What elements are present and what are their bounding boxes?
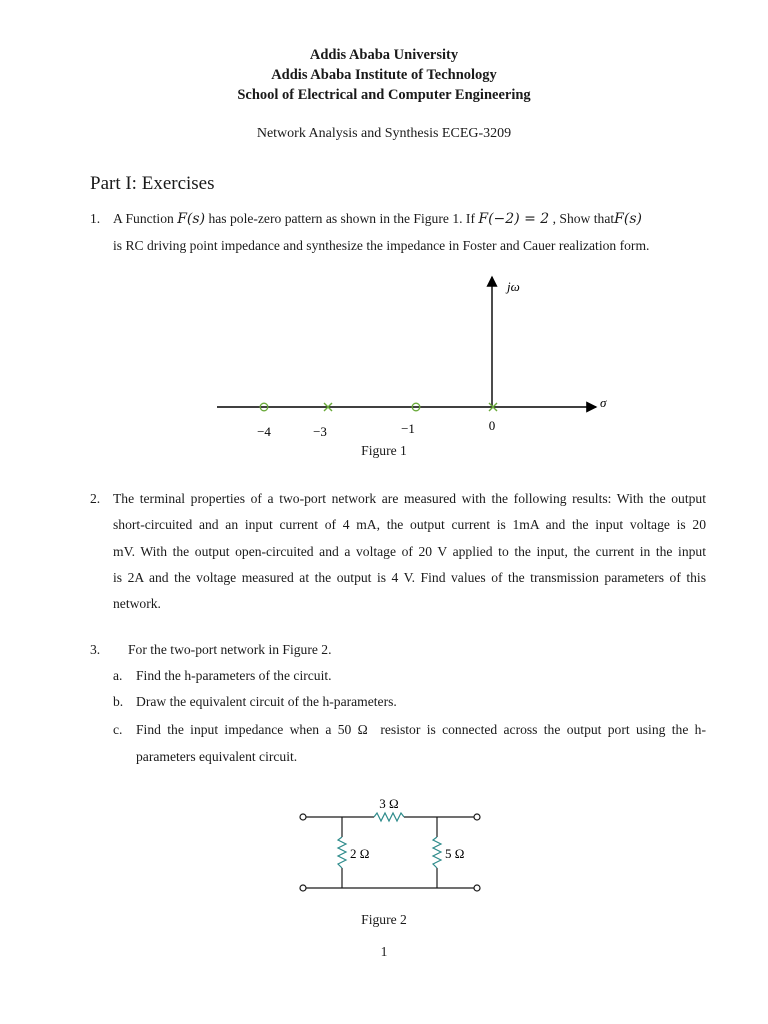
q2-line2: short-circuited and an input current of 4 mA, the output current is 1mA and the input voltage is 20 [113, 517, 706, 532]
label-3ohm: 3 Ω [379, 796, 399, 811]
q3-item-a-text: Find the h-parameters of the circuit. [136, 668, 332, 683]
q3-item-c-text: Find the input impedance when a 50 Ω resistor is connected across the output port using the h- [136, 722, 706, 737]
q3-intro: For the two-port network in Figure 2. [128, 642, 332, 657]
jw-label: jω [507, 279, 520, 294]
q1-fs: F(s) [177, 211, 206, 227]
q3-item-a-label: a. [113, 668, 123, 683]
q2-line3: mV. With the output open-circuited and a voltage of 20 V applied to the input, the current in the input [113, 544, 706, 559]
q1-line1 [113, 211, 642, 227]
two-port-circuit [290, 790, 490, 900]
terminal-1-bottom [300, 885, 306, 891]
q2-line4: is 2A and the voltage measured at the output is 4 V. Find values of the transmission parameters of this [113, 570, 706, 585]
figure1-caption: Figure 1 [361, 443, 407, 458]
q3-number: 3. [90, 642, 101, 657]
terminal-2-top [474, 814, 480, 820]
school-name: School of Electrical and Computer Engineering [237, 87, 531, 103]
page-number: 1 [380, 944, 388, 959]
q2-line1: The terminal properties of a two-port network are measured with the following results: With the output [113, 491, 706, 506]
q1-fs-2: F(s) [614, 211, 642, 227]
q1-line2: is RC driving point impedance and synthesize the impedance in Foster and Cauer realization form. [113, 238, 650, 253]
label-2ohm: 2 Ω [350, 846, 370, 861]
pole-zero-plot [200, 270, 620, 470]
terminal-1-top [300, 814, 306, 820]
tick-label-0: 0 [488, 418, 496, 433]
q3-item-b-label: b. [113, 694, 124, 709]
tick-label-minus1: −1 [401, 421, 415, 436]
q1-text-a: A Function [113, 211, 174, 226]
q3-item-b-text: Draw the equivalent circuit of the h-parameters. [136, 694, 397, 709]
q1-condition: F(−2) = 2 [478, 211, 550, 227]
q1-number: 1. [90, 211, 101, 226]
resistor-3ohm [374, 813, 404, 821]
label-5ohm: 5 Ω [445, 846, 465, 861]
q3-item-c-cont: parameters equivalent circuit. [136, 749, 298, 764]
part-title: Part I: Exercises [90, 173, 215, 194]
q2-number: 2. [90, 491, 101, 506]
figure2-caption: Figure 2 [361, 912, 407, 927]
terminal-2-bottom [474, 885, 480, 891]
q2-line5: network. [113, 596, 161, 611]
course-title: Network Analysis and Synthesis ECEG-3209 [256, 126, 512, 141]
q1-text-b: has pole-zero pattern as shown in the Figure 1. If [208, 211, 475, 226]
sigma-label: σ [600, 395, 607, 410]
q3-item-c-label: c. [113, 722, 123, 737]
q1-text-c: , Show that [552, 211, 615, 226]
resistor-2ohm [338, 837, 346, 868]
institute-name: Addis Ababa Institute of Technology [271, 67, 497, 83]
university-name: Addis Ababa University [309, 47, 459, 63]
tick-label-minus3: −3 [313, 424, 327, 439]
tick-label-minus4: −4 [257, 424, 271, 439]
resistor-5ohm [433, 837, 441, 868]
